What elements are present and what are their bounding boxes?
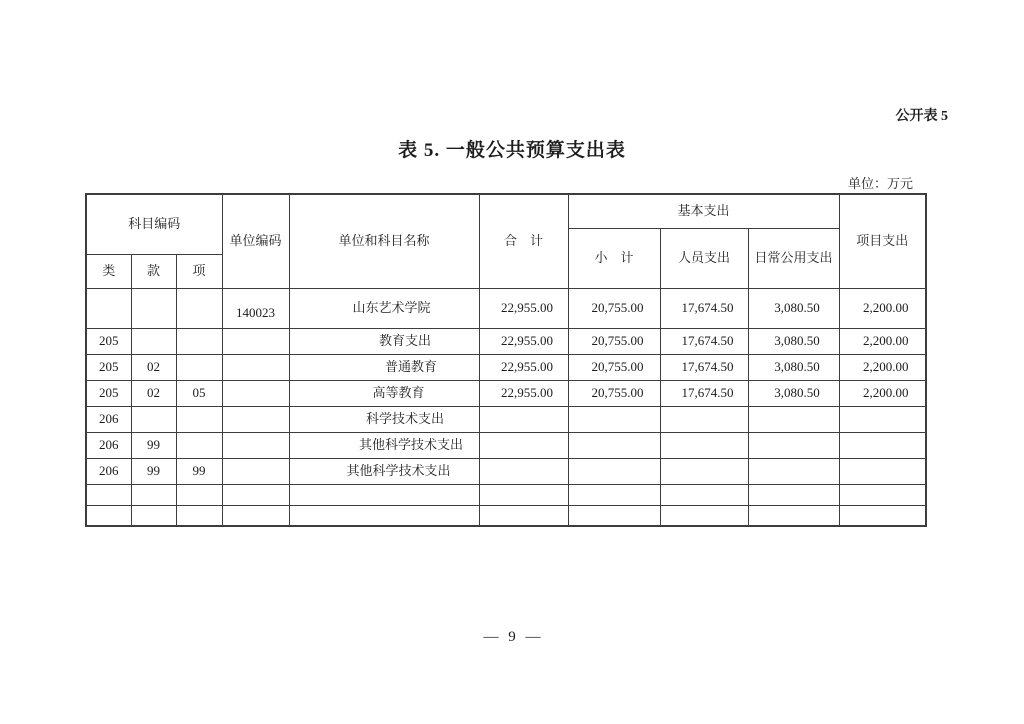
cell-project: 2,200.00 [839,288,926,328]
cell-class [86,505,131,526]
cell-item [176,406,222,432]
cell-section [131,406,176,432]
cell-unit-code [222,328,289,354]
cell-total: 22,955.00 [479,380,568,406]
cell-subtotal [568,484,660,505]
table-row [86,328,926,354]
cell-daily-public [748,458,839,484]
cell-personnel [660,406,748,432]
cell-project: 2,200.00 [839,380,926,406]
cell-name: 科学技术支出 [289,406,479,432]
table-row [86,406,926,432]
cell-section [131,328,176,354]
cell-subtotal: 20,755.00 [568,380,660,406]
cell-total: 22,955.00 [479,288,568,328]
cell-personnel [660,458,748,484]
cell-name: 普通教育 [289,354,479,380]
cell-daily-public [748,432,839,458]
header-project: 项目支出 [839,194,926,288]
cell-item [176,328,222,354]
cell-unit-code [222,406,289,432]
cell-class [86,288,131,328]
table-row [86,458,926,484]
header-class: 类 [86,254,131,288]
cell-personnel: 17,674.50 [660,328,748,354]
cell-subtotal: 20,755.00 [568,354,660,380]
cell-daily-public [748,484,839,505]
cell-class: 205 [86,380,131,406]
unit-note: 单位：万元 [847,176,913,191]
table-row [86,380,926,406]
cell-personnel [660,505,748,526]
cell-subtotal [568,432,660,458]
cell-section [131,505,176,526]
page-title: 表 5. 一般公共预算支出表 [398,140,626,161]
page-number: — 9 — [483,629,541,645]
table-row [86,432,926,458]
cell-item [176,354,222,380]
cell-project: 2,200.00 [839,354,926,380]
cell-subtotal: 20,755.00 [568,328,660,354]
cell-project [839,432,926,458]
table-body [86,288,926,526]
cell-subtotal [568,505,660,526]
cell-item [176,484,222,505]
header-unit-subject-name: 单位和科目名称 [289,194,479,288]
cell-item [176,432,222,458]
cell-item [176,288,222,328]
header-unit-code: 单位编码 [222,194,289,288]
cell-name: 山东艺术学院 [289,288,479,328]
cell-total [479,458,568,484]
header-subject-code: 科目编码 [86,194,222,254]
cell-name [289,484,479,505]
cell-name [289,505,479,526]
cell-section: 99 [131,432,176,458]
header-section: 款 [131,254,176,288]
cell-project: 2,200.00 [839,328,926,354]
cell-class: 206 [86,406,131,432]
cell-name: 其他科学技术支出 [289,432,479,458]
cell-daily-public: 3,080.50 [748,288,839,328]
cell-project [839,406,926,432]
cell-item: 05 [176,380,222,406]
cell-total [479,505,568,526]
cell-subtotal: 20,755.00 [568,288,660,328]
cell-item [176,505,222,526]
cell-unit-code [222,432,289,458]
cell-unit-code [222,354,289,380]
cell-section: 99 [131,458,176,484]
cell-daily-public [748,406,839,432]
cell-total: 22,955.00 [479,354,568,380]
cell-daily-public: 3,080.50 [748,328,839,354]
table-row [86,484,926,505]
cell-class: 205 [86,354,131,380]
cell-total: 22,955.00 [479,328,568,354]
cell-class: 205 [86,328,131,354]
cell-section [131,484,176,505]
cell-name: 其他科学技术支出 [289,458,479,484]
cell-section: 02 [131,354,176,380]
cell-class: 206 [86,458,131,484]
cell-personnel [660,432,748,458]
cell-project [839,458,926,484]
cell-class: 206 [86,432,131,458]
cell-total [479,406,568,432]
cell-subtotal [568,458,660,484]
cell-unit-code [222,484,289,505]
table-row [86,505,926,526]
cell-subtotal [568,406,660,432]
header-basic-expenditure: 基本支出 [568,194,839,228]
header-subtotal: 小 计 [568,228,660,288]
budget-table [85,193,927,527]
cell-name: 高等教育 [289,380,479,406]
cell-unit-code: 140023 [222,288,289,328]
cell-personnel [660,484,748,505]
cell-section: 02 [131,380,176,406]
cell-unit-code [222,505,289,526]
cell-project [839,505,926,526]
cell-section [131,288,176,328]
cell-project [839,484,926,505]
doc-label: 公开表 5 [895,109,948,124]
cell-daily-public: 3,080.50 [748,380,839,406]
cell-total [479,432,568,458]
cell-personnel: 17,674.50 [660,380,748,406]
cell-class [86,484,131,505]
cell-personnel: 17,674.50 [660,354,748,380]
table-row [86,288,926,328]
header-item: 项 [176,254,222,288]
cell-personnel: 17,674.50 [660,288,748,328]
cell-unit-code [222,380,289,406]
cell-item: 99 [176,458,222,484]
table-row [86,354,926,380]
table-header [86,194,926,288]
cell-unit-code [222,458,289,484]
header-personnel: 人员支出 [660,228,748,288]
cell-daily-public [748,505,839,526]
cell-total [479,484,568,505]
cell-name: 教育支出 [289,328,479,354]
cell-daily-public: 3,080.50 [748,354,839,380]
header-row-1 [86,194,926,228]
header-total: 合 计 [479,194,568,288]
header-daily-public: 日常公用支出 [748,228,839,288]
